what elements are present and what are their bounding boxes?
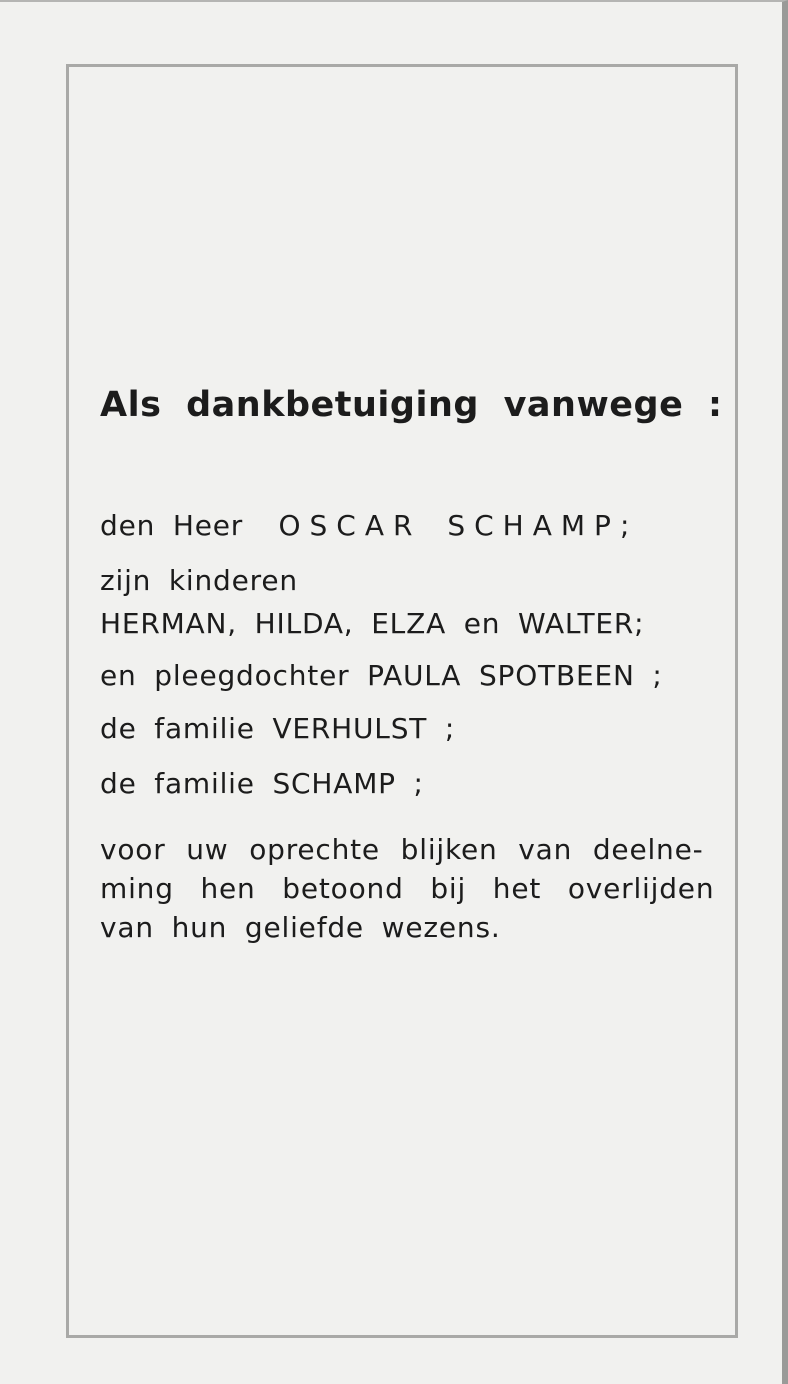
pleeg-name: PAULA SPOTBEEN ; [367, 659, 663, 692]
pleeg-prefix: en pleegdochter [100, 659, 350, 692]
card-border-frame [66, 64, 738, 1338]
line-kinderen-intro: zijn kinderen [100, 564, 298, 597]
line-kinderen-names: HERMAN, HILDA, ELZA en WALTER; [100, 607, 645, 640]
line-pleegdochter [100, 659, 663, 692]
heer-suffix: ; [619, 509, 631, 542]
paragraph-line-2: ming hen betoond bij het overlijden [100, 872, 715, 905]
line-familie-verhulst: de familie VERHULST ; [100, 712, 456, 745]
paragraph-line-3: van hun geliefde wezens. [100, 911, 501, 944]
line-heer [100, 509, 630, 542]
heading: Als dankbetuiging vanwege : [100, 385, 723, 425]
heer-prefix: den Heer [100, 509, 244, 542]
paragraph-line-1: voor uw oprechte blijken van deelne- [100, 833, 704, 866]
heer-name: OSCAR SCHAMP [278, 509, 620, 542]
line-familie-schamp: de familie SCHAMP ; [100, 767, 424, 800]
